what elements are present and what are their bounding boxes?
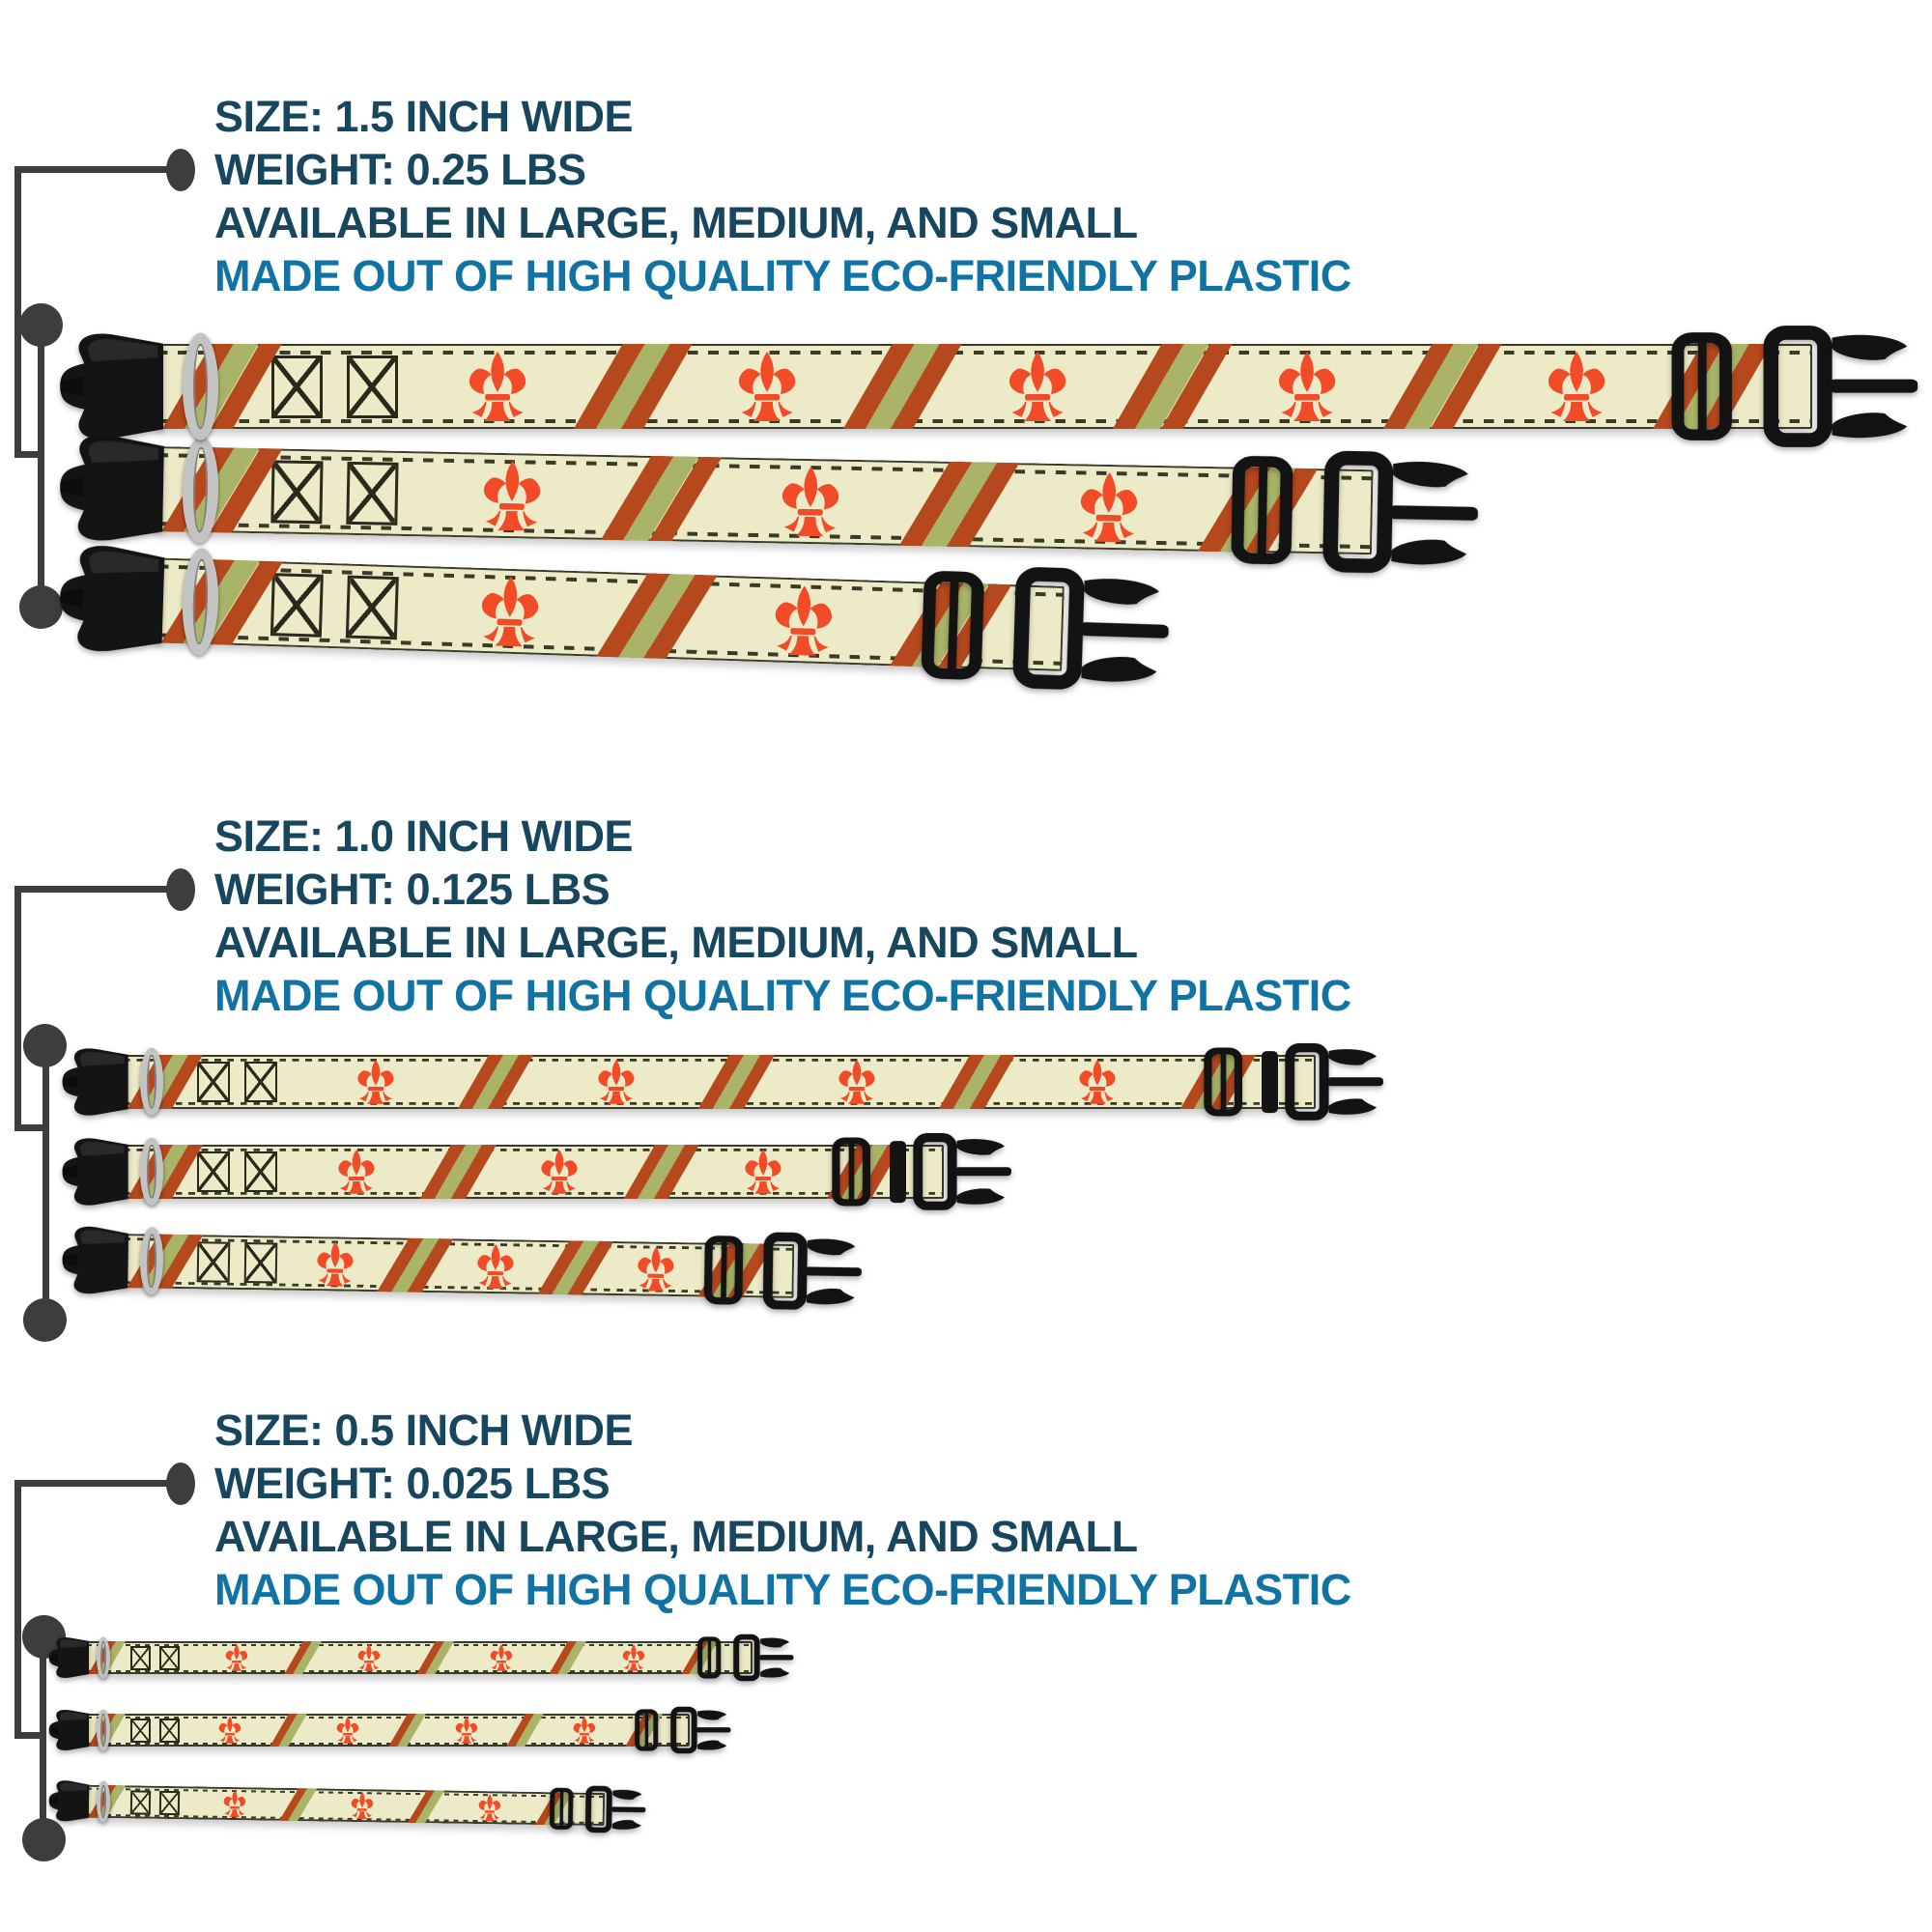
triglide-slider	[704, 1235, 744, 1305]
buckle-male-frame	[585, 1785, 613, 1833]
fleur-de-lis-icon	[1003, 352, 1072, 421]
fleur-de-lis-icon	[223, 1644, 250, 1671]
fleur-de-lis-icon	[354, 1060, 398, 1104]
diagonal-stripes	[619, 566, 694, 672]
triglide-slider	[920, 569, 984, 681]
diagonal-stripes	[954, 1055, 999, 1109]
stitch-box	[197, 1151, 230, 1191]
fleur-de-lis-icon	[476, 461, 548, 532]
stitch-box	[130, 1646, 150, 1670]
diagonal-stripes	[639, 1145, 684, 1199]
connector-line	[14, 1480, 21, 1739]
diagonal-stripes	[426, 1641, 444, 1674]
fleur-de-lis-icon	[473, 576, 545, 647]
stitch-box	[271, 460, 324, 524]
diagonal-stripes	[923, 451, 996, 554]
fleur-de-lis-icon	[571, 1717, 598, 1744]
spec-size-1-5: SIZE: 1.5 INCH WIDE	[214, 92, 634, 141]
diagonal-stripes	[398, 1714, 416, 1747]
collar-strap	[124, 1234, 795, 1298]
strap-pattern	[277, 1055, 1316, 1109]
connector-line	[14, 886, 171, 893]
buckle-male-frame	[733, 1634, 760, 1682]
connector-dot	[166, 149, 195, 191]
buckle-male-prongs	[1325, 1049, 1386, 1115]
buckle-male-prongs	[953, 1139, 1014, 1205]
d-ring	[140, 1227, 164, 1295]
connector-line	[14, 886, 21, 1131]
collar-strap	[87, 1714, 690, 1747]
spec-size-0-5: SIZE: 0.5 INCH WIDE	[214, 1406, 634, 1455]
stitch-box	[270, 573, 324, 638]
diagonal-stripes	[1407, 344, 1477, 429]
buckle-male-frame	[1321, 450, 1394, 574]
diagonal-stripes	[436, 1145, 480, 1199]
fleur-de-lis-icon	[634, 1246, 679, 1292]
stitch-box	[130, 1790, 151, 1814]
stitch-box	[159, 1646, 179, 1670]
spec-material-0-5: MADE OUT OF HIGH QUALITY ECO-FRIENDLY PLASTIC	[214, 1565, 1351, 1614]
buckle-male-frame	[1763, 326, 1833, 448]
fleur-de-lis-icon	[768, 585, 839, 657]
connector-line	[43, 1045, 49, 1320]
buckle-female	[57, 1218, 128, 1301]
collar-strap	[157, 344, 1812, 429]
triglide-slider	[1230, 455, 1293, 567]
stitch-box	[244, 1062, 277, 1101]
stitch-box	[197, 1062, 230, 1101]
fleur-de-lis-icon	[1073, 472, 1145, 544]
fleur-de-lis-icon	[313, 1241, 358, 1287]
diagonal-stripes	[473, 1055, 518, 1109]
diagonal-stripes	[294, 1641, 312, 1674]
buckle-male-prongs	[1076, 578, 1175, 684]
fleur-de-lis-icon	[453, 1717, 480, 1744]
fleur-de-lis-icon	[355, 1644, 383, 1671]
fleur-de-lis-icon	[488, 1644, 515, 1671]
buckle-male-frame	[670, 1707, 697, 1754]
buckle-female	[46, 1705, 89, 1755]
diagonal-stripes	[598, 344, 668, 429]
diagonal-stripes	[416, 1786, 436, 1826]
buckle-female	[46, 1776, 90, 1826]
collar-1-0in-small	[57, 1216, 865, 1316]
diagonal-stripes	[558, 1641, 577, 1674]
diagonal-stripes	[289, 1786, 308, 1826]
stitch-box	[244, 1151, 277, 1191]
buckle-male-prongs	[804, 1238, 866, 1305]
triglide-slider	[550, 1787, 574, 1831]
connector-dot	[166, 868, 195, 911]
spec-weight-0-5: WEIGHT: 0.025 LBS	[214, 1459, 611, 1508]
triglide-slider	[1204, 1046, 1242, 1117]
fleur-de-lis-icon	[220, 1790, 247, 1817]
connector-line	[14, 166, 21, 458]
strap-pattern	[180, 1641, 753, 1674]
connector-line	[14, 166, 171, 173]
buckle-female	[51, 533, 166, 666]
fleur-de-lis-icon	[732, 352, 802, 421]
buckle-male-prongs	[696, 1710, 732, 1749]
collar-0-5in-medium	[46, 1704, 732, 1756]
buckle-female	[58, 1130, 128, 1212]
fleur-de-lis-icon	[476, 1794, 503, 1821]
spec-weight-1-5: WEIGHT: 0.25 LBS	[214, 145, 586, 194]
strap-keeper	[890, 1141, 906, 1203]
d-ring	[183, 333, 218, 440]
triglide-slider	[697, 1636, 721, 1679]
spec-availability-1-0: AVAILABLE IN LARGE, MEDIUM, AND SMALL	[214, 918, 1138, 967]
buckle-male-frame	[913, 1132, 957, 1210]
buckle-male-frame	[762, 1232, 808, 1310]
diagonal-stripes	[714, 1055, 758, 1109]
stitch-box	[159, 1790, 180, 1814]
collar-strap	[124, 1055, 1316, 1109]
diagonal-stripes	[279, 1714, 298, 1747]
fleur-de-lis-icon	[334, 1717, 361, 1744]
diagonal-stripes	[516, 1714, 534, 1747]
buckle-female	[58, 1040, 128, 1122]
collar-1-0in-medium	[58, 1128, 1014, 1215]
fleur-de-lis-icon	[620, 1644, 647, 1671]
diagonal-stripes	[553, 1236, 598, 1297]
triglide-slider	[635, 1709, 658, 1751]
fleur-de-lis-icon	[1272, 352, 1342, 421]
buckle-male-prongs	[1827, 335, 1922, 439]
stitch-box	[197, 1241, 230, 1282]
buckle-female	[53, 323, 163, 452]
buckle-male-prongs	[611, 1790, 648, 1831]
spec-availability-0-5: AVAILABLE IN LARGE, MEDIUM, AND SMALL	[214, 1512, 1138, 1561]
triglide-slider	[832, 1136, 870, 1207]
buckle-female	[46, 1633, 89, 1683]
fleur-de-lis-icon	[216, 1717, 243, 1744]
buckle-male-prongs	[1386, 461, 1484, 566]
fleur-de-lis-icon	[463, 352, 532, 421]
fleur-de-lis-icon	[594, 1060, 639, 1104]
spec-material-1-5: MADE OUT OF HIGH QUALITY ECO-FRIENDLY PLASTIC	[214, 251, 1351, 300]
connector-line	[14, 1480, 171, 1487]
stitch-box	[159, 1719, 179, 1743]
fleur-de-lis-icon	[473, 1244, 519, 1290]
spec-size-1-0: SIZE: 1.0 INCH WIDE	[214, 811, 634, 861]
d-ring	[140, 1138, 163, 1207]
fleur-de-lis-icon	[741, 1150, 785, 1194]
strap-keeper	[1262, 1051, 1278, 1113]
fleur-de-lis-icon	[1075, 1060, 1120, 1104]
collar-0-5in-small	[46, 1775, 648, 1836]
collar-0-5in-large	[46, 1632, 795, 1684]
stitch-box	[347, 355, 398, 418]
spec-weight-1-0: WEIGHT: 0.125 LBS	[214, 865, 611, 914]
connector-dot	[166, 1463, 195, 1505]
d-ring	[140, 1048, 163, 1117]
stitch-box	[244, 1242, 277, 1283]
fleur-de-lis-icon	[349, 1792, 376, 1819]
diagonal-stripes	[1137, 344, 1207, 429]
fleur-de-lis-icon	[835, 1060, 879, 1104]
diagonal-stripes	[392, 1236, 438, 1297]
buckle-male-frame	[1011, 566, 1085, 691]
triglide-slider	[1671, 331, 1732, 441]
spec-material-1-0: MADE OUT OF HIGH QUALITY ECO-FRIENDLY PLASTIC	[214, 971, 1351, 1020]
collar-strap	[87, 1641, 753, 1674]
connector-line	[38, 325, 44, 607]
collar-strap	[86, 1785, 605, 1826]
diagonal-stripes	[867, 344, 937, 429]
stitch-box	[130, 1719, 150, 1743]
strap-pattern	[398, 344, 1812, 429]
spec-availability-1-5: AVAILABLE IN LARGE, MEDIUM, AND SMALL	[214, 198, 1138, 247]
fleur-de-lis-icon	[775, 467, 846, 538]
connector-dot	[23, 1298, 67, 1342]
fleur-de-lis-icon	[1542, 352, 1611, 421]
fleur-de-lis-icon	[537, 1150, 582, 1194]
stitch-box	[346, 462, 398, 526]
stitch-box	[346, 575, 399, 639]
strap-pattern	[397, 451, 1374, 554]
stitch-box	[271, 355, 323, 418]
strap-pattern	[179, 1786, 605, 1826]
collar-strap	[124, 1145, 944, 1199]
strap-pattern	[180, 1714, 690, 1747]
buckle-male-frame	[1285, 1042, 1329, 1121]
buckle-male-prongs	[758, 1637, 795, 1677]
diagonal-stripes	[625, 451, 697, 554]
collar-1-0in-large	[58, 1038, 1386, 1125]
fleur-de-lis-icon	[334, 1150, 379, 1194]
